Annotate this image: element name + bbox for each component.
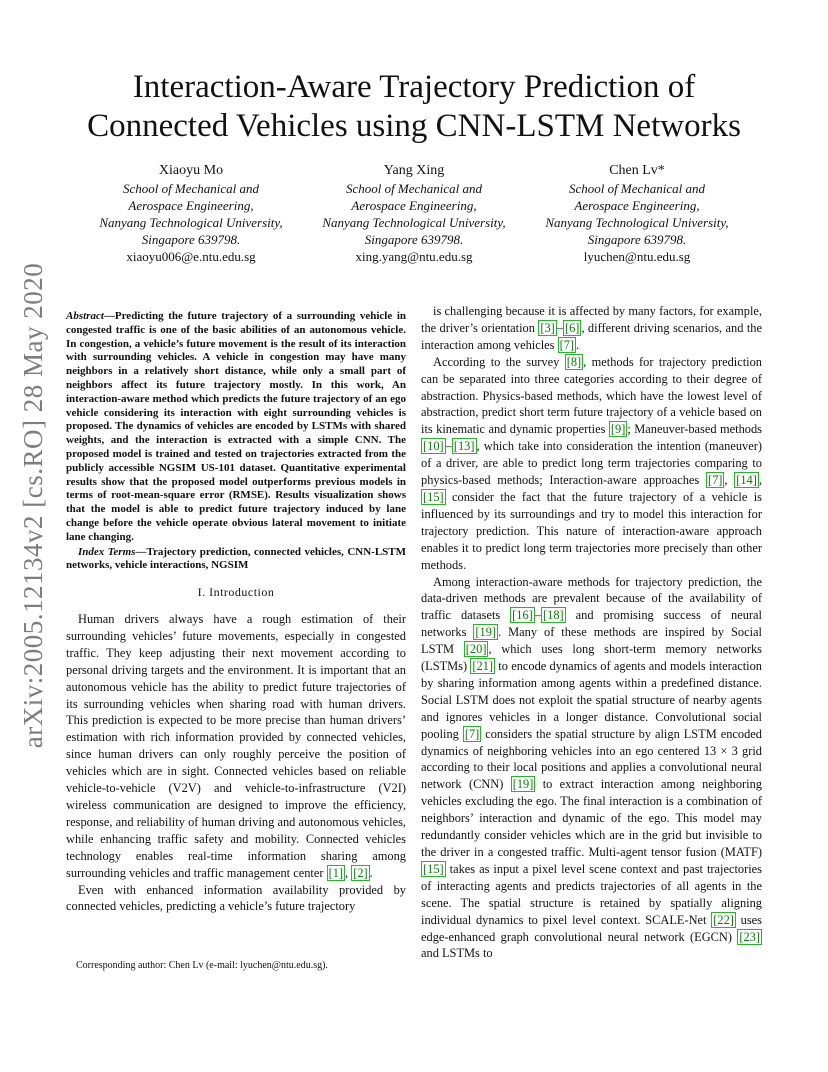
citation-link[interactable]: [20]	[465, 642, 487, 657]
paragraph-text: –	[445, 439, 452, 454]
paragraph-text: –	[534, 608, 542, 623]
author-affiliation-line: Aerospace Engineering,	[574, 198, 700, 213]
section-heading-introduction: I. Introduction	[197, 585, 275, 600]
paragraph-text: and LSTMs to	[421, 946, 493, 961]
paragraph-text: , different driving scenarios, and the interaction among vehicles	[421, 320, 762, 352]
paragraph-text: , which take into consideration the intention (maneuver) of a driver, are able to predict long term trajectories comparing to physics-based methods; Interaction-aware approaches	[421, 439, 762, 488]
citation-link[interactable]: [19]	[512, 777, 534, 792]
paragraph-text: takes as input a pixel level scene context and past trajectories of interacting agents and predicts trajectories of all agents in the scene. The spatial structure is retained by spatially aligning individual dynamics to pixel level context. SCALE-Net	[421, 861, 762, 927]
author-email: xiaoyu006@e.ntu.edu.sg	[126, 249, 256, 264]
author-email: xing.yang@ntu.edu.sg	[355, 249, 473, 264]
paragraph-text: .	[576, 337, 580, 352]
abstract	[66, 310, 406, 545]
author-affiliation-line: Aerospace Engineering,	[128, 198, 254, 213]
corresponding-author-footnote: Corresponding author: Chen Lv (e-mail: lyuchen@ntu.edu.sg).	[76, 960, 328, 971]
author-name: Yang Xing	[383, 163, 445, 178]
left-body-paragraphs	[66, 611, 406, 915]
author-name: Chen Lv*	[609, 163, 665, 178]
author-block	[80, 162, 748, 265]
author-affiliation-line: School of Mechanical and	[568, 181, 706, 196]
paragraph-text: and promising success of neural networks	[421, 608, 762, 640]
citation-link[interactable]: [2]	[353, 865, 368, 880]
right-column	[421, 303, 762, 962]
citation-link[interactable]: [9]	[610, 422, 626, 437]
citation-link[interactable]: [19]	[475, 625, 497, 640]
citation-link[interactable]: [14]	[736, 473, 757, 488]
paragraph-text: uses edge-enhanced graph convolutional neural network (EGCN)	[421, 912, 762, 944]
citation-link[interactable]: [15]	[423, 861, 444, 876]
citation-link[interactable]: [10]	[423, 439, 444, 454]
citation-link[interactable]: [6]	[564, 320, 580, 335]
citation-link[interactable]: [22]	[713, 912, 734, 927]
paper-title	[60, 68, 768, 146]
author-1	[80, 162, 302, 265]
body-paragraph	[421, 574, 762, 963]
paragraph-text: , methods for trajectory prediction can be separated into three categories according to their degree of abstraction. Physics-based methods, which have the lowest level of abstraction, predict short term future trajectory of a vehicle based on its kinematic and dynamic properties	[421, 354, 762, 437]
arxiv-stamp-text: arXiv:2005.12134v2 [cs.RO] 28 May 2020	[18, 262, 49, 748]
paragraph-text: to extract interaction among neighboring vehicles excluding the ego. The final interaction is a combination of neighbors’ interaction and dynamic of the ego. This model may redundantly consider vehicles which are in the grid but invisible to the driver in a congested traffic. Multi-agent tensor fusion (MATF)	[421, 777, 762, 859]
author-email: lyuchen@ntu.edu.sg	[583, 249, 691, 264]
paragraph-text: . Many of these methods are inspired by Social LSTM	[421, 625, 762, 657]
paragraph-text: .	[369, 865, 373, 880]
arxiv-identifier-stamp	[16, 262, 52, 748]
title-line-1: Interaction-Aware Trajectory Prediction of	[132, 69, 696, 105]
paragraph-text: Human drivers always have a rough estimation of their surrounding vehicles’ future movements, especially in congested traffic. They keep adjusting their next movement according to personal driving targets and the environment. It is important that an autonomous vehicle has the ability to predict future trajectories of its surrounding vehicles when sharing road with human drivers. This prediction is expected to be more precise than human drivers’ estimation with rich information provided by connected vehicles, since human drivers can only roughly perceive the position of vehicles which are in sight. Connected vehicles based on reliable vehicle-to-vehicle (V2V) and vehicle-to-infrastructure (V2I) wireless communication are designed to improve the efficiency, response, and reliability of human driving and autonomous vehicles, while enhancing traffic safety and mobility. Connected vehicles technology enables real-time information sharing among surrounding vehicles and traffic management center	[66, 612, 406, 880]
citation-link[interactable]: [21]	[472, 659, 494, 674]
body-paragraph	[421, 354, 762, 574]
paragraph-text: Among interaction-aware methods for trajectory prediction, the data-driven methods are prevalent because of the availability of traffic datasets	[421, 574, 762, 623]
citation-link[interactable]: [15]	[423, 489, 444, 504]
author-3	[526, 162, 748, 265]
citation-link[interactable]: [16]	[512, 608, 533, 623]
citation-link[interactable]: [23]	[739, 929, 760, 944]
author-affiliation-line: Nanyang Technological University,	[99, 215, 283, 230]
paragraph-text: According to the survey	[433, 354, 565, 369]
body-paragraph	[421, 303, 762, 354]
citation-link[interactable]: [13]	[453, 439, 475, 454]
citation-link[interactable]: [1]	[328, 865, 344, 880]
author-affiliation-line: Singapore 639798.	[141, 232, 241, 247]
paragraph-text: ,	[758, 473, 762, 488]
citation-link[interactable]: [7]	[559, 337, 575, 352]
paragraph-text: consider the fact that the future trajectory of a vehicle is influenced by its surroundings and try to model this interaction for trajectory prediction. This nature of interaction-aware approach enables it to predict long term trajectories more precisely than other methods.	[421, 489, 762, 572]
author-name: Xiaoyu Mo	[158, 163, 224, 178]
index-terms-lead: Index Terms	[78, 545, 136, 558]
body-paragraph	[66, 882, 406, 916]
author-affiliation-line: Singapore 639798.	[587, 232, 687, 247]
citation-link[interactable]: [18]	[543, 608, 564, 623]
index-terms-text: —Trajectory prediction, connected vehicles, CNN-LSTM networks, vehicle interactions, NGSIM	[66, 545, 406, 572]
paragraph-text: –	[556, 320, 563, 335]
paragraph-text: ; Maneuver-based methods	[627, 422, 762, 437]
abstract-lead: Abstract	[66, 310, 104, 322]
paragraph-text: , which uses long short-term memory networks (LSTMs)	[421, 642, 762, 674]
left-column	[66, 310, 406, 915]
paragraph-text: Even with enhanced information availability provided by connected vehicles, predicting a vehicle’s future trajectory	[66, 882, 406, 914]
author-affiliation-line: Nanyang Technological University,	[545, 215, 729, 230]
abstract-text: —Predicting the future trajectory of a surrounding vehicle in congested traffic is one of the basic abilities of an autonomous vehicle. In congestion, a vehicle’s future movement is the result of its interaction with surrounding vehicles. A vehicle in congestion may have many neighbors in a relatively short distance, while only a small part of neighbors affect its future trajectory mostly. In this work, An interaction-aware method which predicts the future trajectory of an ego vehicle considering its interaction with eight surrounding vehicles is proposed. The dynamics of vehicles are encoded by LSTMs with shared weights, and the interaction is extracted with a simple CNN. The proposed model is trained and tested on trajectories extracted from the publicly accessible NGSIM US-101 dataset. Quantitative experimental results show that the proposed model outperforms previous models in terms of root-mean-square error (RMSE). Results visualization shows that the model is able to predict future trajectory induced by lane change before the vehicle operate obvious lateral movement to initiate lane changing.	[66, 310, 406, 543]
citation-link[interactable]: [7]	[707, 473, 723, 488]
author-affiliation-line: School of Mechanical and	[122, 181, 260, 196]
index-terms	[66, 546, 406, 574]
citation-link[interactable]: [7]	[464, 726, 480, 741]
paragraph-text: to encode dynamics of agents and models interaction by sharing information among agents within a predefined distance. Social LSTM does not exploit the spatial structure of nearby agents and ignores vehicles in a longer distance. Convolutional social pooling	[421, 659, 762, 741]
title-line-2: Connected Vehicles using CNN-LSTM Networks	[87, 108, 741, 144]
body-paragraph	[66, 611, 406, 882]
author-affiliation-line: School of Mechanical and	[345, 181, 483, 196]
citation-link[interactable]: [3]	[540, 320, 555, 335]
author-affiliation-line: Aerospace Engineering,	[351, 198, 477, 213]
paragraph-text: considers the spatial structure by align LSTM encoded dynamics of neighboring vehicles into an ego centered 13 × 3 grid according to their local positions and applies a convolutional neural network (CNN)	[421, 726, 762, 792]
author-affiliation-line: Singapore 639798.	[364, 232, 464, 247]
author-2	[303, 162, 525, 265]
paragraph-text: ,	[345, 865, 352, 880]
paragraph-text: is challenging because it is affected by many factors, for example, the driver’s orientation	[421, 304, 762, 335]
author-affiliation-line: Nanyang Technological University,	[322, 215, 506, 230]
citation-link[interactable]: [8]	[566, 354, 582, 369]
right-body-paragraphs	[421, 303, 762, 962]
paragraph-text: ,	[724, 473, 735, 488]
